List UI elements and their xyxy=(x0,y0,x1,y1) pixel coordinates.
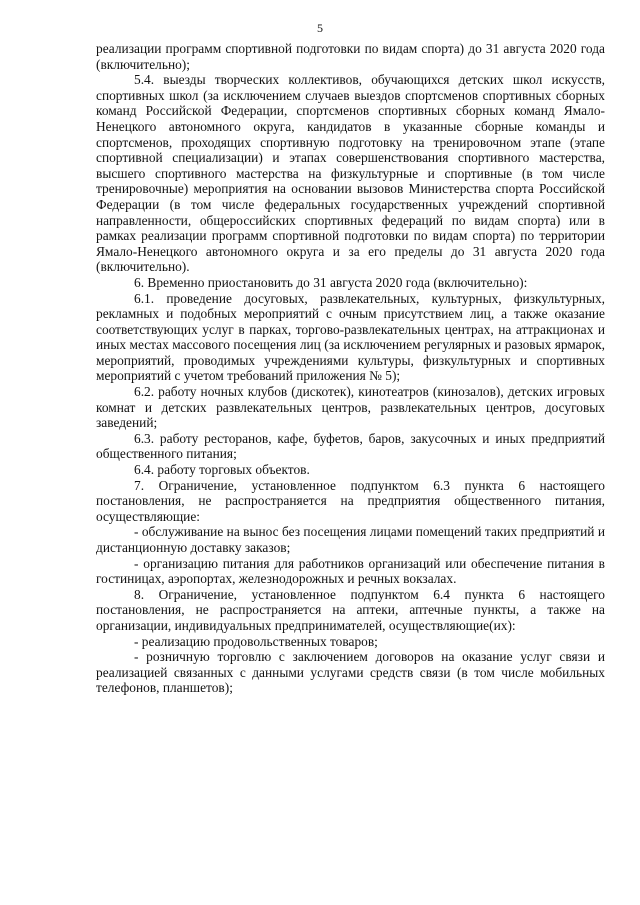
paragraph-8: 8. Ограничение, установленное подпунктом 6.4 пункта 6 настоящего постановления, не распространяется на аптеки, аптечные пункты, а также на организации, индивидуальных предпринимателей, осуществляющие(их): xyxy=(96,586,605,633)
paragraph-7: 7. Ограничение, установленное подпунктом 6.3 пункта 6 настоящего постановления, не распространяется на предприятия общественного питания, осуществляющие: xyxy=(96,477,605,524)
paragraph-6-4: 6.4. работу торговых объектов. xyxy=(134,462,310,478)
paragraph-6-3: 6.3. работу ресторанов, кафе, буфетов, баров, закусочных и иных предприятий общественного питания; xyxy=(96,430,605,462)
paragraph-8-item-2: - розничную торговлю с заключением договоров на оказание услуг связи и реализацией связанных с данными услугами средств связи (в том числе мобильных телефонов, планшетов); xyxy=(96,649,605,696)
document-body xyxy=(96,41,605,696)
paragraph-5-4: 5.4. выезды творческих коллективов, обучающихся детских школ искусств, спортивных школ (за исключением случаев выездов спортсменов спортивных сборных команд Российской Федерации, спортсменов спортивных сборных команд Ямало-Ненецкого автономного округа, кандидатов в указанные сборные команды и спортсменов, проходящих спортивную подготовку на тренировочном этапе (этапе спортивной специализации) и этапах совершенствования спортивного мастерства, высшего спортивного мастерства на физкультурные и спортивные (в том числе тренировочные) мероприятия на основании вызовов Министерства спорта Российской Федерации (в том числе федеральных государственных учреждений спортивной направленности, общероссийских спортивных федераций по видам спорта) или в рамках реализации программ спортивной подготовки по видам спорта) по территории Ямало-Ненецкого автономного округа и за его пределы до 31 августа 2020 года (включительно). xyxy=(96,72,605,275)
page-number: 5 xyxy=(317,21,323,35)
paragraph-7-item-2: - организацию питания для работников организаций или обеспечение питания в гостиницах, аэропортах, железнодорожных и речных вокзалах. xyxy=(96,555,605,587)
paragraph-6-1: 6.1. проведение досуговых, развлекательных, культурных, физкультурных, рекламных и подобных мероприятий с очным присутствием лиц, а также оказание соответствующих услуг в парках, торгово-развлекательных центрах, на аттракционах и иных местах массового посещения лиц (за исключением регулярных и разовых ярмарок, мероприятий, проводимых учреждениями культуры, физкультурных и спортивных мероприятий с учетом требований приложения № 5); xyxy=(96,290,605,384)
paragraph-7-item-1: - обслуживание на вынос без посещения лицами помещений таких предприятий и дистанционную доставку заказов; xyxy=(96,524,605,555)
paragraph-6: 6. Временно приостановить до 31 августа 2020 года (включительно): xyxy=(134,274,528,290)
paragraph-8-item-1: - реализацию продовольственных товаров; xyxy=(134,633,378,649)
paragraph-continuation: реализации программ спортивной подготовки по видам спорта) до 31 августа 2020 года (включительно); xyxy=(96,41,605,72)
paragraph-6-2: 6.2. работу ночных клубов (дискотек), кинотеатров (кинозалов), детских игровых комнат и детских развлекательных центров, развлекательных центров, досуговых заведений; xyxy=(96,384,605,431)
